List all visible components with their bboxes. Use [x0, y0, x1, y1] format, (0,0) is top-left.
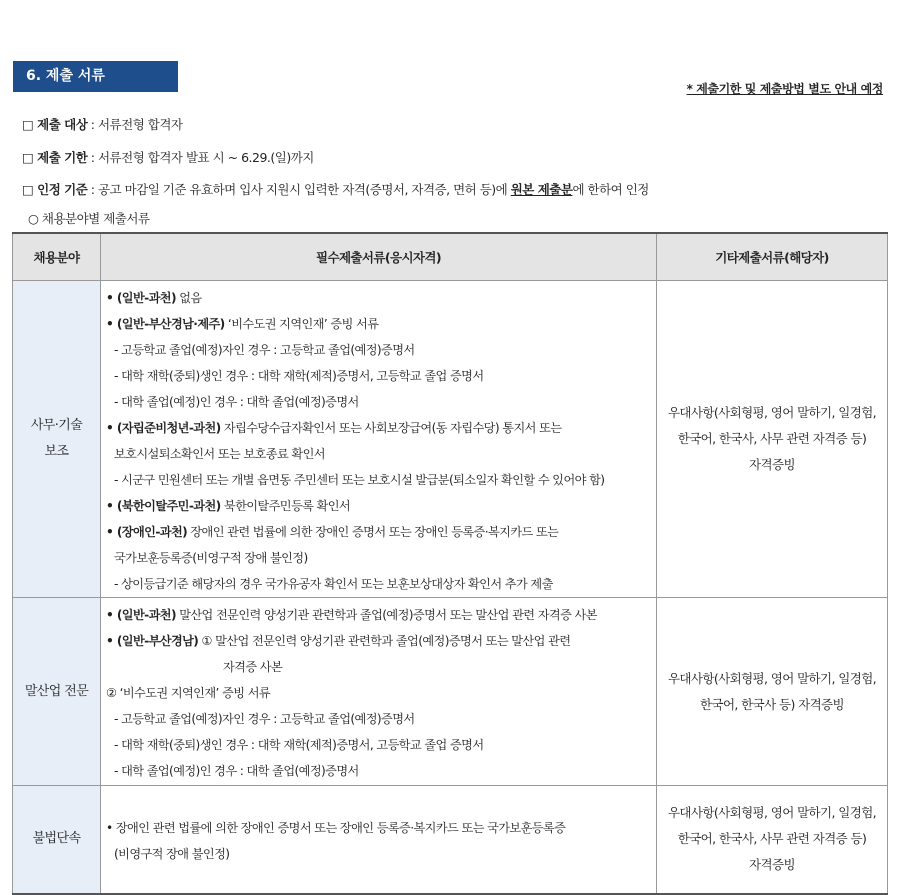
item-text: 없음	[175, 291, 202, 305]
item-text: ‘비수도권 지역인재’ 증빙 서류	[224, 317, 379, 331]
other-docs-line: 한국어, 한국사 등) 자격증빙	[700, 696, 844, 712]
info-deadline-label: □ 제출 기한	[22, 150, 88, 165]
list-item	[103, 311, 654, 337]
info-deadline-text: : 서류전형 합격자 발표 시 ~ 6.29.(일)까지	[87, 150, 314, 165]
info-target-text: : 서류전형 합격자	[87, 117, 183, 132]
category-text: 사무·기술	[30, 418, 83, 433]
list-item	[103, 654, 654, 680]
info-criteria-tail: 에 한하여 인정	[572, 182, 649, 197]
header-required: 필수제출서류(응시자격)	[101, 233, 657, 281]
category-text: 말산업 전문	[24, 683, 89, 699]
table-row	[13, 598, 888, 786]
header-other: 기타제출서류(해당자)	[657, 233, 888, 281]
list-item	[103, 706, 654, 732]
info-criteria-text: : 공고 마감일 기준 유효하며 입사 지원시 입력한 자격(증명서, 자격증, 면허 등)에	[87, 182, 511, 197]
list-item	[103, 841, 654, 867]
info-target	[22, 115, 183, 133]
other-docs-line: 한국어, 한국사, 사무 관련 자격증 등)	[677, 431, 867, 446]
item-label: • (일반-과천)	[106, 291, 176, 305]
header-field: 채용분야	[13, 233, 101, 281]
list-item	[103, 415, 654, 441]
item-text: 자격증 사본	[223, 660, 283, 674]
item-label: • (일반-과천)	[106, 608, 176, 622]
item-text: (비영구적 장애 불인정)	[114, 847, 230, 862]
info-target-label: □ 제출 대상	[22, 117, 88, 132]
other-docs-line: 우대사항(사회형평, 영어 말하기, 일경험,	[667, 805, 877, 821]
list-item	[103, 732, 654, 758]
list-item	[103, 545, 654, 571]
list-item	[103, 285, 654, 311]
submission-notice: * 제출기한 및 제출방법 별도 안내 예정	[686, 82, 883, 96]
item-text: - 대학 졸업(예정)인 경우 : 대학 졸업(예정)증명서	[114, 395, 359, 409]
list-item	[103, 337, 654, 363]
item-text: 국가보훈등록증(비영구적 장애 불인정)	[114, 551, 308, 565]
list-item	[103, 519, 654, 545]
info-criteria-emphasis: 원본 제출분	[510, 182, 573, 197]
required-docs-cell	[101, 786, 657, 894]
category-cell	[13, 281, 101, 598]
item-text: - 대학 졸업(예정)인 경우 : 대학 졸업(예정)증명서	[114, 764, 359, 778]
info-criteria	[22, 180, 649, 198]
list-item	[103, 441, 654, 467]
sub-heading: ○ 채용분야별 제출서류	[28, 211, 150, 226]
section-title: 6. 제출 서류	[13, 61, 178, 92]
required-docs-cell	[101, 598, 657, 786]
item-text: - 대학 재학(중퇴)생인 경우 : 대학 재학(제적)증명서, 고등학교 졸업 증명서	[114, 738, 484, 752]
other-docs-line: 우대사항(사회형평, 영어 말하기, 일경험,	[667, 670, 877, 686]
list-item	[103, 363, 654, 389]
item-label: • (장애인-과천)	[106, 525, 188, 539]
item-text: 자립수당수급자확인서 또는 사회보장급여(동 자립수당) 통지서 또는	[220, 421, 562, 435]
category-text: 보조	[44, 444, 69, 459]
item-label: • (일반-부산경남·제주)	[106, 317, 225, 331]
list-item	[103, 680, 654, 706]
list-item	[103, 815, 654, 841]
info-criteria-label: □ 인정 기준	[22, 182, 88, 197]
item-text: 북한이탈주민등록 확인서	[220, 499, 351, 513]
item-label: • (북한이탈주민-과천)	[106, 499, 221, 513]
category-text: 불법단속	[32, 831, 81, 847]
item-text: - 대학 재학(중퇴)생인 경우 : 대학 재학(제적)증명서, 고등학교 졸업 증명서	[114, 369, 484, 383]
table-header-row	[13, 233, 888, 281]
table-row	[13, 786, 888, 894]
other-docs-cell	[657, 598, 888, 786]
item-text: ② ‘비수도권 지역인재’ 증빙 서류	[106, 686, 271, 700]
category-cell	[13, 786, 101, 894]
other-docs-line: 자격증빙	[749, 457, 795, 472]
item-text: - 시군구 민원센터 또는 개별 읍면동 주민센터 또는 보호시설 발급분(퇴소일자 확인할 수 있어야 함)	[114, 473, 605, 487]
other-docs-line: 자격증빙	[749, 857, 795, 873]
required-docs-cell	[101, 281, 657, 598]
item-text: ① 말산업 전문인력 양성기관 관련학과 졸업(예정)증명서 또는 말산업 관련	[198, 634, 571, 648]
info-deadline	[22, 148, 314, 166]
item-text: 보호시설퇴소확인서 또는 보호종료 확인서	[114, 447, 325, 461]
item-text: 장애인 관련 법률에 의한 장애인 증명서 또는 장애인 등록증·복지카드 또는	[187, 525, 559, 539]
list-item	[103, 467, 654, 493]
list-item	[103, 758, 654, 784]
item-label: • (자립준비청년-과천)	[106, 421, 221, 435]
other-docs-line: 한국어, 한국사, 사무 관련 자격증 등)	[677, 831, 867, 847]
item-text: - 상이등급기준 해당자의 경우 국가유공자 확인서 또는 보훈보상대상자 확인서 추가 제출	[114, 577, 553, 591]
item-text: 말산업 전문인력 양성기관 관련학과 졸업(예정)증명서 또는 말산업 관련 자격증 사본	[175, 608, 597, 622]
item-text: • 장애인 관련 법률에 의한 장애인 증명서 또는 장애인 등록증·복지카드 또는 국가보훈등록증	[106, 821, 566, 836]
list-item	[103, 493, 654, 519]
list-item	[103, 602, 654, 628]
list-item	[103, 628, 654, 654]
category-cell	[13, 598, 101, 786]
list-item	[103, 389, 654, 415]
item-text: - 고등학교 졸업(예정)자인 경우 : 고등학교 졸업(예정)증명서	[114, 343, 415, 357]
table-row	[13, 281, 888, 598]
item-label: • (일반-부산경남)	[106, 634, 199, 648]
documents-table	[12, 232, 888, 895]
item-text: - 고등학교 졸업(예정)자인 경우 : 고등학교 졸업(예정)증명서	[114, 712, 415, 726]
other-docs-cell	[657, 786, 888, 894]
other-docs-line: 우대사항(사회형평, 영어 말하기, 일경험,	[667, 405, 877, 420]
other-docs-cell	[657, 281, 888, 598]
list-item	[103, 571, 654, 597]
